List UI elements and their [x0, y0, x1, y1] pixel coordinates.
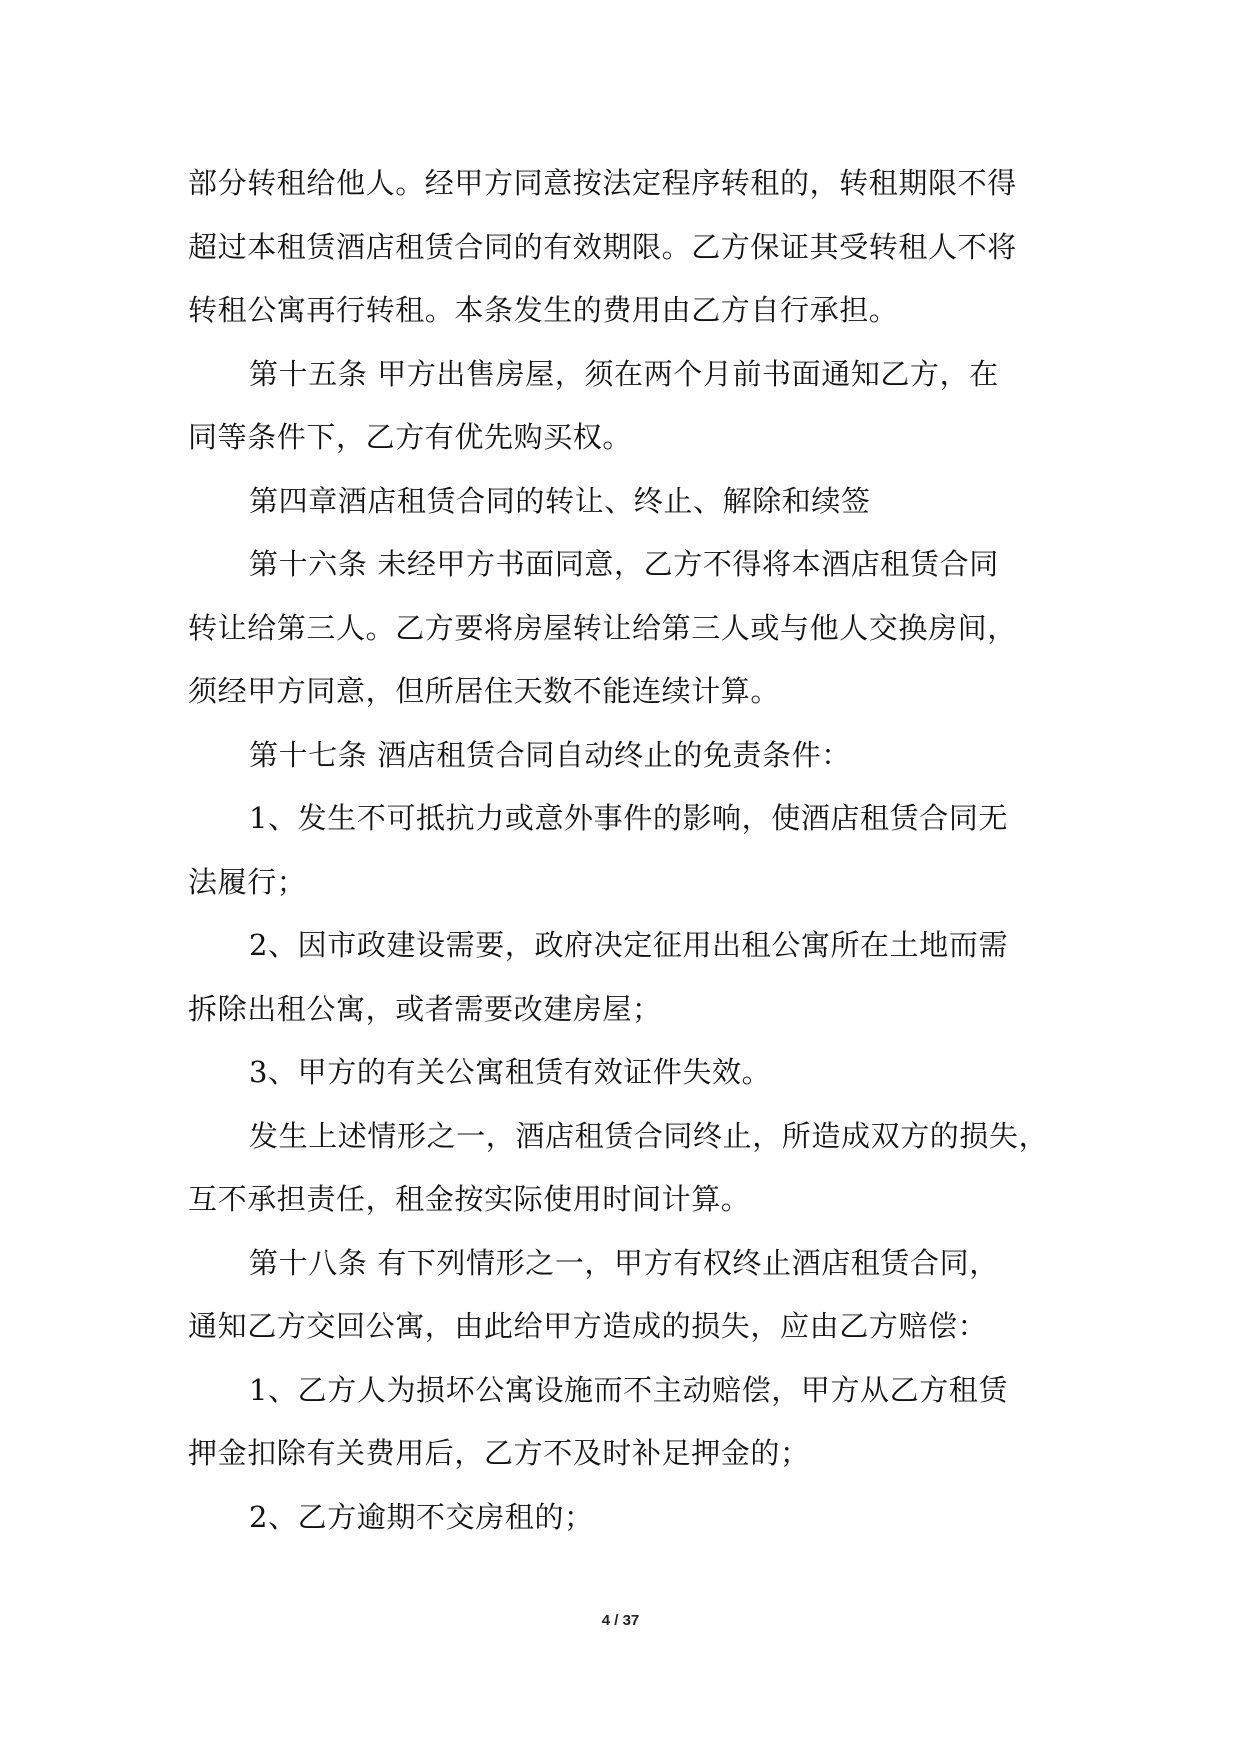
text-line: 3、甲方的有关公寓租赁有效证件失效。: [249, 1055, 772, 1089]
text-line: 第四章酒店租赁合同的转让、终止、解除和续签: [249, 483, 871, 518]
text-line: 转租公寓再行转租。本条发生的费用由乙方自行承担。: [188, 293, 899, 327]
text-line: 互不承担责任，租金按实际使用时间计算。: [188, 1182, 751, 1216]
text-line: 同等条件下，乙方有优先购买权。: [188, 420, 633, 454]
page-number: 4 / 37: [601, 1612, 640, 1629]
text-line: 1、发生不可抵抗力或意外事件的影响，使酒店租赁合同无: [249, 801, 1009, 835]
text-line: 拆除出租公寓，或者需要改建房屋；: [188, 991, 662, 1026]
text-line: 2、乙方逾期不交房租的；: [249, 1499, 594, 1534]
text-line: 2、因市政建设需要，政府决定征用出租公寓所在土地而需: [249, 928, 1009, 962]
text-line: 转让给第三人。乙方要将房屋转让给第三人或与他人交换房间，: [188, 610, 1017, 645]
text-line: 第十五条 甲方出售房屋，须在两个月前书面通知乙方，在: [249, 356, 999, 391]
text-line: 发生上述情形之一，酒店租赁合同终止，所造成双方的损失，: [249, 1118, 1049, 1153]
text-line: 部分转租给他人。经甲方同意按法定程序转租的，转租期限不得: [188, 166, 1017, 200]
text-line: 第十七条 酒店租赁合同自动终止的免责条件：: [249, 737, 851, 772]
text-line: 须经甲方同意，但所居住天数不能连续计算。: [188, 674, 781, 708]
text-line: 第十六条 未经甲方书面同意，乙方不得将本酒店租赁合同: [249, 547, 999, 581]
document-body: [188, 152, 1058, 1549]
text-line: 超过本租赁酒店租赁合同的有效期限。乙方保证其受转租人不将: [188, 229, 1017, 264]
text-line: 押金扣除有关费用后，乙方不及时补足押金的；: [188, 1436, 810, 1470]
text-line: 第十八条 有下列情形之一，甲方有权终止酒店租赁合同，: [249, 1245, 999, 1280]
text-line: 1、乙方人为损坏公寓设施而不主动赔偿，甲方从乙方租赁: [249, 1372, 1009, 1407]
text-line: 法履行；: [188, 864, 307, 899]
text-line: 通知乙方交回公寓，由此给甲方造成的损失，应由乙方赔偿：: [188, 1309, 988, 1343]
